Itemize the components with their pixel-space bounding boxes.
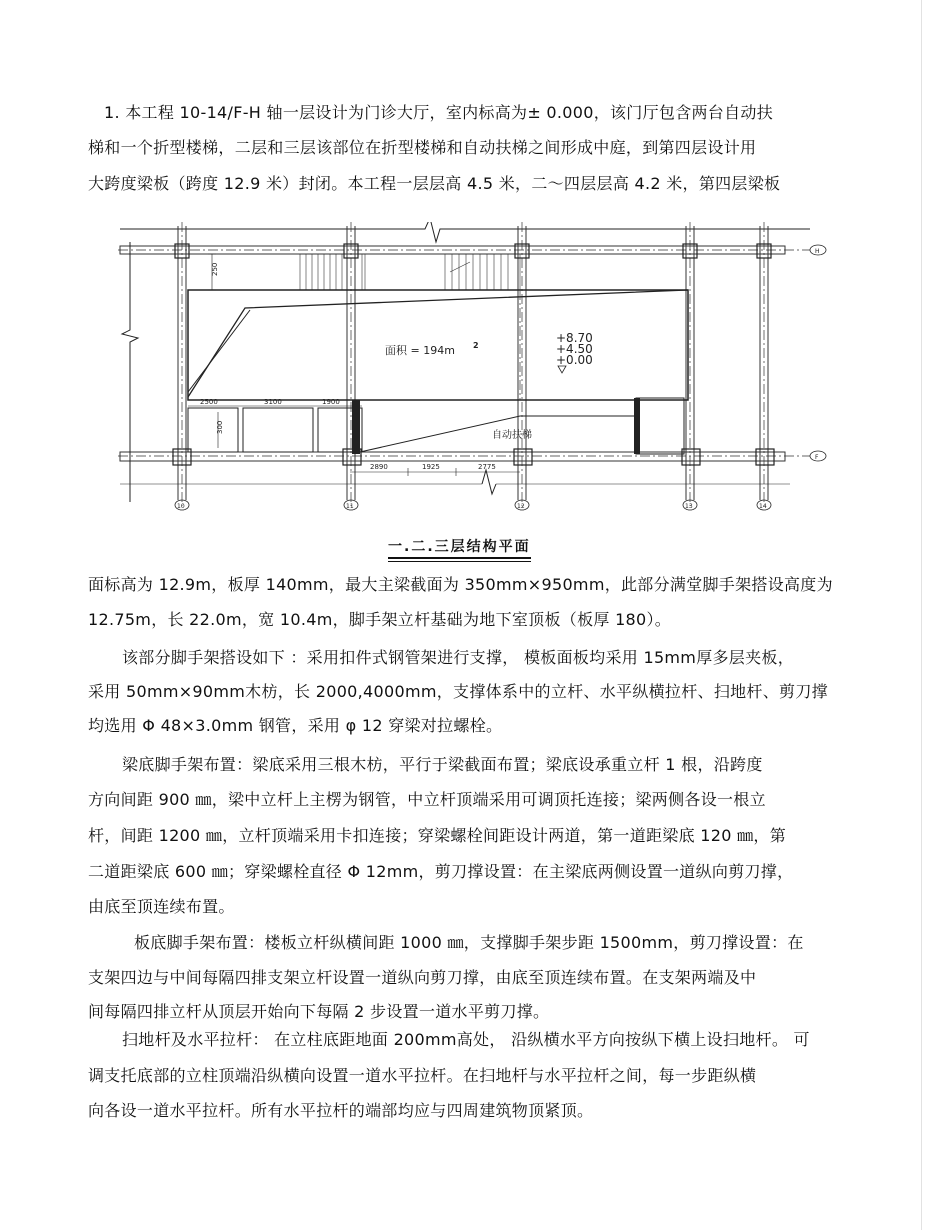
escalator-label: 自动扶梯 [492,430,532,441]
axis-10-label: 10 [177,503,185,510]
elevation-450: +4.50 [556,342,593,356]
dim-250: 250 [211,262,219,276]
dim-3100: 3100 [264,398,282,406]
text-line: 由底至顶连续布置。 [88,897,235,916]
area-superscript: 2 [473,341,479,350]
text-line: 板底脚手架布置：楼板立杆纵横间距 1000 ㎜，支撑脚手架步距 1500mm，剪刀撑设置：在 [134,933,804,952]
axis-12-label: 12 [517,503,525,510]
text-line: 1. 本工程 10-14/F-H 轴一层设计为门诊大厅，室内标高为± 0.000，该门厅包含两台自动扶 [104,103,774,122]
text-line: 调支托底部的立柱顶端沿纵横向设置一道水平拉杆。在扫地杆与水平拉杆之间，每一步距纵横 [88,1066,757,1085]
text-line: 二道距梁底 600 ㎜；穿梁螺栓直径 Φ 12mm，剪刀撑设置：在主梁底两侧设置一道纵向剪刀撑， [88,862,794,881]
axis-h-label: H [815,248,820,255]
text-line: 方向间距 900 ㎜，梁中立杆上主楞为钢管，中立杆顶端采用可调顶托连接；梁两侧各设一根立 [88,790,766,809]
text-line: 12.75m，长 22.0m，宽 10.4m，脚手架立杆基础为地下室顶板（板厚 180）。 [88,610,672,629]
dim-300: 300 [216,420,224,434]
dim-2890: 2890 [370,463,388,471]
text-line: 扫地杆及水平拉杆： 在立柱底距地面 200mm高处， 沿纵横水平方向按纵下横上设扫地杆。 可 [122,1030,810,1049]
text-line: 梁底脚手架布置：梁底采用三根木枋，平行于梁截面布置；梁底设承重立杆 1 根，沿跨度 [122,755,763,774]
text-line: 均选用 Φ 48×3.0mm 钢管，采用 φ 12 穿梁对拉螺栓。 [88,716,503,735]
axis-11-label: 11 [346,503,354,510]
axis-f-label: F [815,454,819,461]
text-line: 杆，间距 1200 ㎜，立杆顶端采用卡扣连接；穿梁螺栓间距设计两道，第一道距梁底 120 ㎜，第 [88,826,787,845]
figure-caption: 一.二.三层结构平面 [388,536,531,559]
text-line: 大跨度梁板（跨度 12.9 米）封闭。本工程一层层高 4.5 米，二～四层层高 4.2 米，第四层梁板 [88,174,781,193]
page-edge [921,0,922,1230]
text-line: 向各设一道水平拉杆。所有水平拉杆的端部均应与四周建筑物顶紧顶。 [88,1101,594,1120]
elevation-marker-icon [558,366,566,373]
structural-plan-figure [100,222,830,522]
dim-2500: 2500 [200,398,218,406]
elevation-870: +8.70 [556,331,593,345]
dim-1900: 1900 [322,398,340,406]
elevation-000: +0.00 [556,353,593,367]
dim-1925: 1925 [422,463,440,471]
text-line: 梯和一个折型楼梯，二层和三层该部位在折型楼梯和自动扶梯之间形成中庭，到第四层设计用 [88,138,757,157]
text-line: 面标高为 12.9m，板厚 140mm，最大主梁截面为 350mm×950mm，此部分满堂脚手架搭设高度为 [88,575,833,594]
dim-2775: 2775 [478,463,496,471]
text-line: 该部分脚手架搭设如下 ：采用扣件式钢管架进行支撑， 模板面板均采用 15mm厚多层夹板， [122,648,794,667]
text-line: 间每隔四排立杆从顶层开始向下每隔 2 步设置一道水平剪刀撑。 [88,1002,550,1021]
area-label: 面积 = 194m [385,344,455,357]
axis-13-label: 13 [685,503,693,510]
axis-14-label: 14 [759,503,767,510]
text-line: 支架四边与中间每隔四排支架立杆设置一道纵向剪刀撑，由底至顶连续布置。在支架两端及中 [88,968,757,987]
text-line: 采用 50mm×90mm木枋，长 2000,4000mm，支撑体系中的立杆、水平纵横拉杆、扫地杆、剪刀撑 [88,682,828,701]
